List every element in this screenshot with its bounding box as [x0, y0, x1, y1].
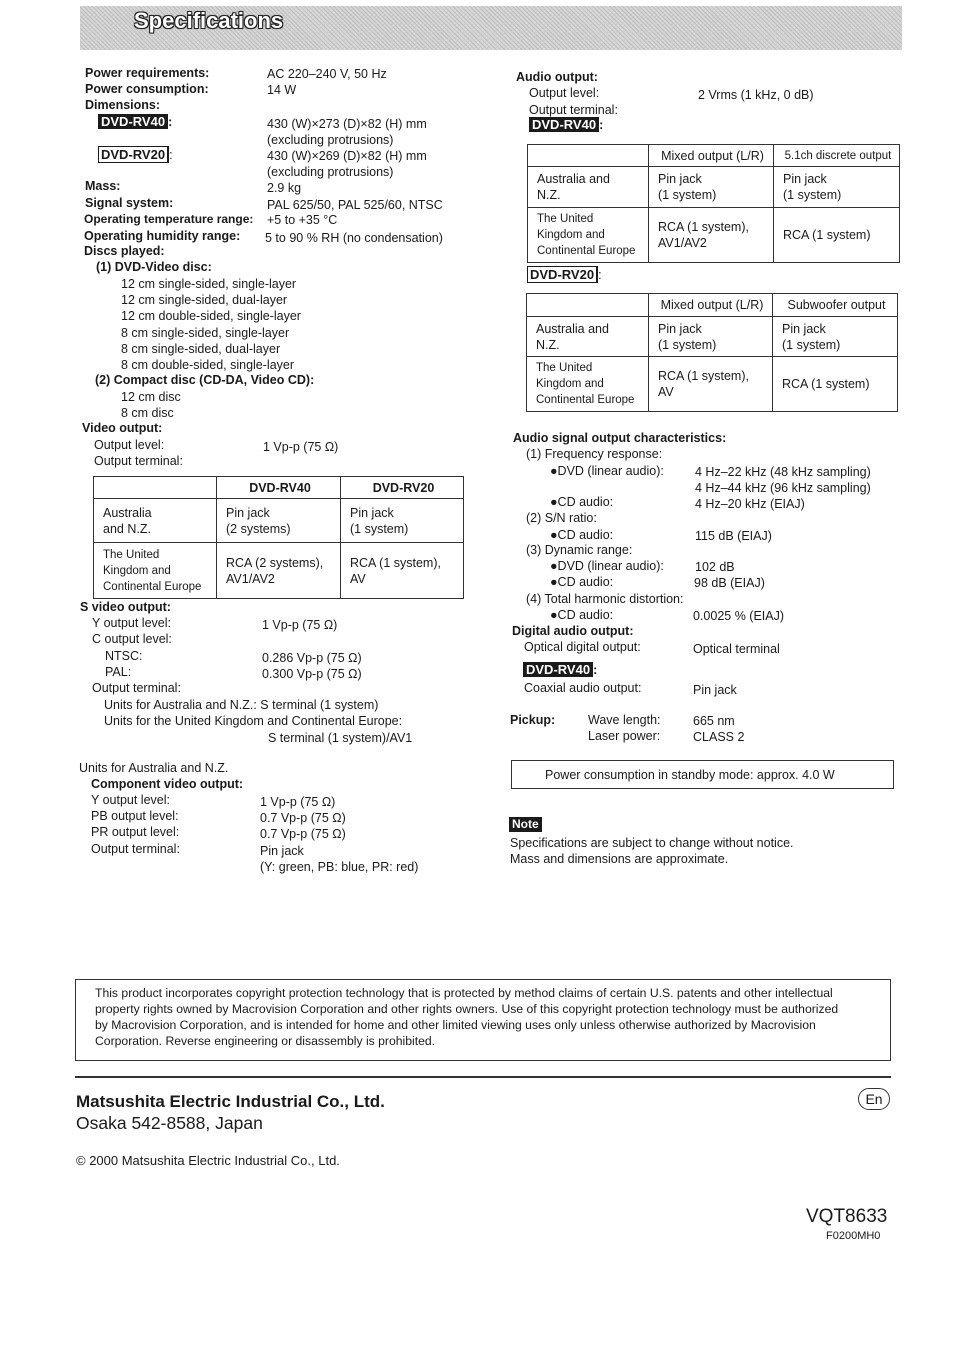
- dvd-disc-item: 8 cm double-sided, single-layer: [121, 358, 295, 372]
- compact-disc-label: (2) Compact disc (CD-DA, Video CD):: [95, 373, 315, 387]
- comp-terminal-label: Output terminal:: [91, 842, 180, 856]
- dvd-video-disc-label: (1) DVD-Video disc:: [96, 260, 212, 274]
- mass-label: Mass:: [85, 179, 121, 193]
- freq-dvd-value-2: 4 Hz–44 kHz (96 kHz sampling): [695, 481, 871, 495]
- table-header-empty: [527, 294, 649, 317]
- table-row: [528, 208, 900, 263]
- power-requirements-value: AC 220–240 V, 50 Hz: [267, 67, 387, 81]
- dim-rv20-note: (excluding protrusions): [267, 165, 394, 179]
- video-output-table: [93, 476, 464, 599]
- power-consumption-label: Power consumption:: [85, 82, 209, 96]
- optical-value: Optical terminal: [693, 642, 780, 656]
- audio-terminal-label: Output terminal:: [529, 103, 618, 117]
- dr-dvd-label: ●DVD (linear audio):: [550, 559, 664, 573]
- table-header-mixed: Mixed output (L/R): [649, 145, 774, 167]
- thd-label: (4) Total harmonic distortion:: [526, 592, 684, 606]
- table-row: [528, 167, 900, 208]
- laser-power-label: Laser power:: [588, 729, 661, 743]
- y-output-level-label: Y output level:: [92, 616, 171, 630]
- pickup-label: Pickup:: [510, 713, 556, 727]
- optical-label: Optical digital output:: [524, 640, 641, 654]
- dim-rv40-value: 430 (W)×273 (D)×82 (H) mm: [267, 117, 427, 131]
- sn-cd-label: ●CD audio:: [550, 528, 614, 542]
- signal-system-label: Signal system:: [85, 196, 174, 210]
- subwoofer-cell: Pin jack (1 system): [773, 317, 898, 357]
- thd-cd-label: ●CD audio:: [550, 608, 614, 622]
- note-badge: Note: [509, 816, 542, 832]
- wave-length-label: Wave length:: [588, 713, 661, 727]
- comp-y-value: 1 Vp-p (75 Ω): [260, 795, 336, 809]
- mixed-cell: RCA (1 system), AV: [649, 357, 773, 412]
- dr-dvd-value: 102 dB: [695, 560, 735, 574]
- table-header-rv40: DVD-RV40: [217, 477, 341, 499]
- s-video-terminal-label: Output terminal:: [92, 681, 181, 695]
- region-cell: The United Kingdom and Continental Europe: [528, 208, 649, 263]
- discrete-cell: Pin jack (1 system): [774, 167, 900, 208]
- dvd-disc-item: 8 cm single-sided, dual-layer: [121, 342, 281, 356]
- humidity-label: Operating humidity range:: [84, 229, 241, 243]
- discrete-cell: RCA (1 system): [774, 208, 900, 263]
- laser-power-value: CLASS 2: [693, 730, 745, 744]
- audio-output-label: Audio output:: [516, 70, 598, 84]
- footer-rule: [75, 1076, 891, 1078]
- y-output-level-value: 1 Vp-p (75 Ω): [262, 618, 338, 632]
- language-badge: En: [858, 1088, 890, 1110]
- sn-cd-value: 115 dB (EIAJ): [695, 529, 772, 543]
- cd-disc-item: 12 cm disc: [121, 390, 181, 404]
- subwoofer-cell: RCA (1 system): [773, 357, 898, 412]
- humidity-value: 5 to 90 % RH (no condensation): [265, 231, 443, 245]
- region-cell: The United Kingdom and Continental Europe: [94, 543, 217, 599]
- audio-table-rv20: [526, 293, 898, 412]
- thd-cd-value: 0.0025 % (EIAJ): [693, 609, 785, 623]
- coaxial-rv40-badge: DVD-RV40 :: [523, 662, 597, 678]
- model-code: VQT8633: [806, 1206, 888, 1227]
- table-header-empty: [94, 477, 217, 499]
- dvd-disc-item: 12 cm single-sided, dual-layer: [121, 293, 288, 307]
- mass-value: 2.9 kg: [267, 181, 302, 195]
- dim-rv20-value: 430 (W)×269 (D)×82 (H) mm: [267, 149, 427, 163]
- mixed-cell: Pin jack (1 system): [649, 317, 773, 357]
- region-cell: Australia and N.Z.: [528, 167, 649, 208]
- standby-text: Power consumption in standby mode: approx. 4.0 W: [545, 768, 835, 782]
- s-video-uk-value: S terminal (1 system)/AV1: [268, 731, 413, 745]
- audio-level-value: 2 Vrms (1 kHz, 0 dB): [698, 88, 814, 102]
- units-australia: Units for Australia and N.Z.: [79, 761, 229, 775]
- signal-system-value: PAL 625/50, PAL 525/60, NTSC: [267, 198, 443, 212]
- dim-rv20-badge: DVD-RV20 :: [98, 146, 173, 163]
- ntsc-value: 0.286 Vp-p (75 Ω): [262, 651, 362, 665]
- rv40-cell: RCA (2 systems), AV1/AV2: [217, 543, 341, 599]
- company-name: Matsushita Electric Industrial Co., Ltd.: [76, 1092, 385, 1111]
- comp-pb-label: PB output level:: [91, 809, 179, 823]
- pal-label: PAL:: [105, 665, 132, 679]
- mixed-cell: RCA (1 system), AV1/AV2: [649, 208, 774, 263]
- dvd-disc-item: 8 cm single-sided, single-layer: [121, 326, 290, 340]
- s-video-aus: Units for Australia and N.Z.: S terminal (1 system): [104, 698, 379, 712]
- temperature-value: +5 to +35 °C: [267, 213, 338, 227]
- table-header-rv20: DVD-RV20: [341, 477, 464, 499]
- freq-cd-value: 4 Hz–20 kHz (EIAJ): [695, 497, 805, 511]
- coaxial-value: Pin jack: [693, 683, 737, 697]
- notice-line: Corporation. Reverse engineering or disassembly is prohibited.: [95, 1034, 436, 1048]
- temperature-label: Operating temperature range:: [84, 212, 254, 226]
- coaxial-label: Coaxial audio output:: [524, 681, 642, 695]
- note-line: Mass and dimensions are approximate.: [510, 852, 729, 866]
- region-cell: Australia and N.Z.: [527, 317, 649, 357]
- comp-pr-value: 0.7 Vp-p (75 Ω): [260, 827, 346, 841]
- mixed-cell: Pin jack (1 system): [649, 167, 774, 208]
- table-header-subwoofer: Subwoofer output: [773, 294, 898, 317]
- audio-table-rv40: [527, 144, 900, 263]
- notice-line: This product incorporates copyright protection technology that is protected by method claims of certain U.S. patents and other intellectual: [95, 986, 833, 1000]
- wave-length-value: 665 nm: [693, 714, 735, 728]
- comp-pb-value: 0.7 Vp-p (75 Ω): [260, 811, 346, 825]
- frequency-response-label: (1) Frequency response:: [526, 447, 663, 461]
- comp-pr-label: PR output level:: [91, 825, 180, 839]
- audio-rv20-badge: DVD-RV20 :: [527, 266, 602, 283]
- region-cell: Australia and N.Z.: [94, 499, 217, 543]
- component-video-label: Component video output:: [91, 777, 244, 791]
- table-header-mixed: Mixed output (L/R): [649, 294, 773, 317]
- dynamic-range-label: (3) Dynamic range:: [526, 543, 633, 557]
- ntsc-label: NTSC:: [105, 649, 143, 663]
- video-terminal-label: Output terminal:: [94, 454, 183, 468]
- table-row: [94, 499, 464, 543]
- video-output-label: Video output:: [82, 421, 163, 435]
- dr-cd-value: 98 dB (EIAJ): [694, 576, 765, 590]
- freq-cd-label: ●CD audio:: [550, 495, 614, 509]
- freq-dvd-label: ●DVD (linear audio):: [550, 464, 664, 478]
- dvd-disc-item: 12 cm single-sided, single-layer: [121, 277, 297, 291]
- print-code: F0200MH0: [826, 1230, 881, 1242]
- sn-ratio-label: (2) S/N ratio:: [526, 511, 597, 525]
- video-level-value: 1 Vp-p (75 Ω): [263, 440, 339, 454]
- standby-box: [511, 760, 894, 789]
- table-header-51ch: 5.1ch discrete output: [774, 145, 900, 167]
- discs-played-label: Discs played:: [84, 244, 165, 258]
- digital-audio-label: Digital audio output:: [512, 624, 634, 638]
- rv40-cell: Pin jack (2 systems): [217, 499, 341, 543]
- power-requirements-label: Power requirements:: [85, 66, 210, 80]
- c-output-level-label: C output level:: [92, 632, 172, 646]
- s-video-output-label: S video output:: [80, 600, 171, 614]
- table-header-empty: [528, 145, 649, 167]
- audio-rv40-badge: DVD-RV40 :: [529, 117, 603, 133]
- dim-rv40-note: (excluding protrusions): [267, 133, 394, 147]
- comp-terminal-note: (Y: green, PB: blue, PR: red): [260, 860, 419, 874]
- cd-disc-item: 8 cm disc: [121, 406, 174, 420]
- dvd-disc-item: 12 cm double-sided, single-layer: [121, 309, 301, 323]
- dr-cd-label: ●CD audio:: [550, 575, 614, 589]
- comp-terminal-value: Pin jack: [260, 844, 304, 858]
- rv20-cell: Pin jack (1 system): [341, 499, 464, 543]
- region-cell: The United Kingdom and Continental Europe: [527, 357, 649, 412]
- s-video-uk: Units for the United Kingdom and Continental Europe:: [104, 714, 403, 728]
- audio-characteristics-label: Audio signal output characteristics:: [513, 431, 727, 445]
- company-address: Osaka 542-8588, Japan: [76, 1113, 263, 1133]
- copyright-notice-box: [75, 979, 891, 1061]
- freq-dvd-value-1: 4 Hz–22 kHz (48 kHz sampling): [695, 465, 871, 479]
- table-row: [527, 357, 898, 412]
- table-row: [527, 317, 898, 357]
- video-level-label: Output level:: [94, 438, 165, 452]
- audio-level-label: Output level:: [529, 86, 600, 100]
- pal-value: 0.300 Vp-p (75 Ω): [262, 667, 362, 681]
- rv20-cell: RCA (1 system), AV: [341, 543, 464, 599]
- dimensions-label: Dimensions:: [85, 98, 161, 112]
- comp-y-label: Y output level:: [91, 793, 170, 807]
- notice-line: property rights owned by Macrovision Corporation and other rights owners. Use of this copyright protection technology must be authorized: [95, 1002, 839, 1016]
- power-consumption-value: 14 W: [267, 83, 297, 97]
- notice-line: by Macrovision Corporation, and is intended for home and other limited viewing uses only unless otherwise authorized by Macrovision: [95, 1018, 816, 1032]
- table-row: [94, 543, 464, 599]
- note-line: Specifications are subject to change without notice.: [510, 836, 794, 850]
- copyright-line: © 2000 Matsushita Electric Industrial Co., Ltd.: [76, 1153, 340, 1168]
- page-title: Specifications: [134, 8, 284, 33]
- dim-rv40-badge: DVD-RV40 :: [98, 114, 172, 130]
